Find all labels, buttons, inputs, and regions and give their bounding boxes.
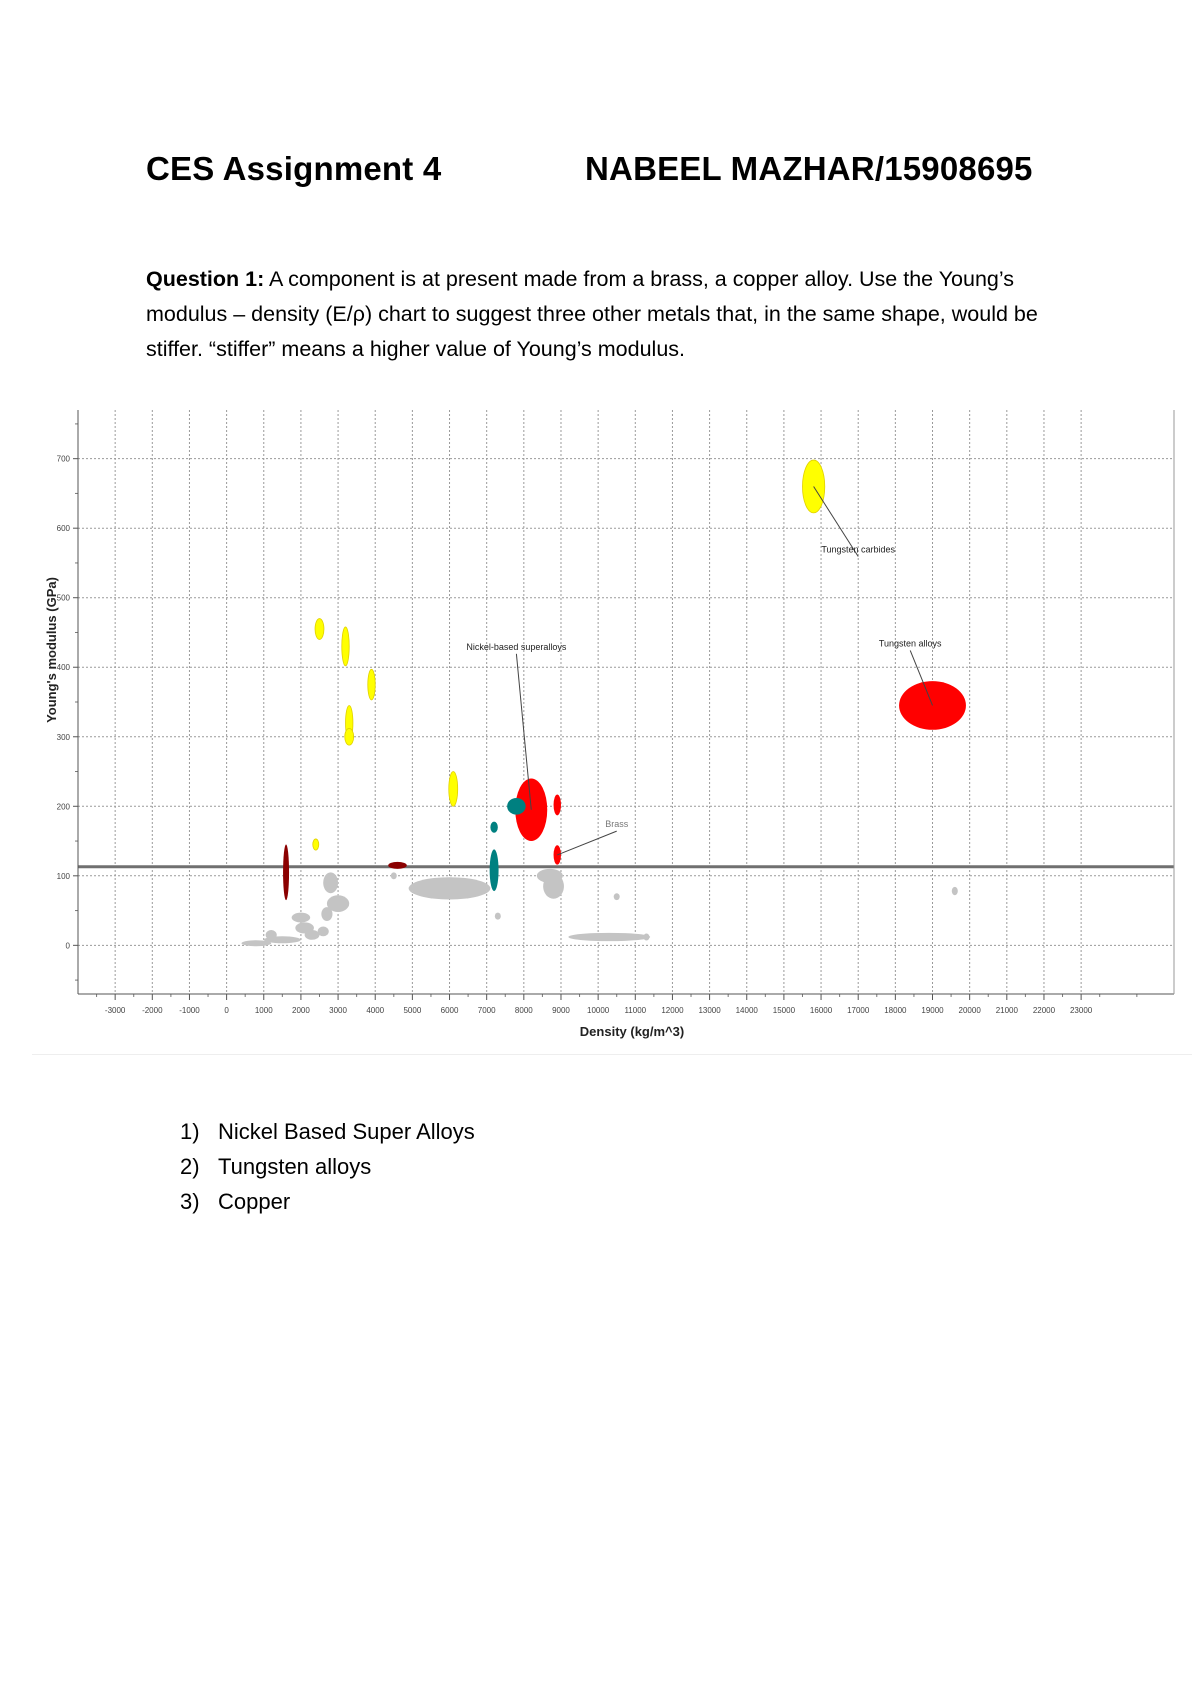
youngs-modulus-density-chart [42,410,1192,1040]
gray-bubble [321,907,332,921]
yellow-bubble [315,619,324,640]
answer-item [180,1149,475,1184]
yellow-bubble [449,772,458,807]
dark-red-bubble [388,862,407,869]
y-tick-label: 400 [56,663,70,673]
x-tick-label: 11000 [624,1006,647,1015]
gray-bubble [568,933,650,941]
answer-text: Copper [218,1189,291,1214]
x-tick-label: 4000 [366,1006,385,1015]
y-tick-label: 100 [56,871,70,881]
dark-red-bubble [283,845,289,901]
horizontal-divider [32,1054,1192,1055]
answer-item [180,1184,475,1219]
answer-number: 3) [180,1189,200,1214]
gray-bubble [266,930,277,940]
x-tick-label: 8000 [514,1006,533,1015]
gray-bubble [543,874,564,899]
question-text: A component is at present made from a brass, a copper alloy. Use the Young’s modulus – density (E/ρ) chart to suggest three other metals that, in the same shape, would be stiffer. “stiffer” means a higher value of Young’s modulus. [146,267,1038,361]
y-tick-label: 300 [56,732,70,742]
x-tick-label: 15000 [772,1006,796,1015]
x-tick-label: 12000 [661,1006,684,1015]
gray-bubble [323,872,338,893]
x-tick-label: 5000 [403,1006,422,1015]
y-tick-label: 0 [65,941,70,951]
y-tick-label: 200 [56,802,70,812]
gray-bubble [292,913,311,923]
x-axis-label: Density (kg/m^3) [579,1024,685,1039]
gray-bubble [952,887,958,895]
gray-bubble [614,893,620,900]
gray-bubble [391,872,397,879]
gray-bubble [305,930,320,940]
yellow-bubble [342,627,349,666]
x-tick-label: 7000 [477,1006,496,1015]
teal-bubble [507,798,526,815]
x-tick-label: -2000 [142,1006,163,1015]
gray-bubble [409,877,491,899]
x-tick-label: 19000 [921,1006,944,1015]
x-tick-label: 2000 [292,1006,310,1015]
yellow-bubble [368,669,375,700]
question-1 [146,262,1076,367]
x-tick-label: 21000 [995,1006,1018,1015]
brass-label: Brass [605,819,629,830]
teal-bubble [490,849,499,891]
answer-number: 1) [180,1119,200,1144]
answer-item [180,1114,475,1149]
x-tick-label: 22000 [1032,1006,1056,1015]
x-tick-label: 10000 [587,1006,610,1015]
gray-bubble [241,940,271,946]
answer-list [180,1114,475,1219]
x-tick-label: 17000 [847,1006,870,1015]
document-title: CES Assignment 4 [146,150,442,187]
x-tick-label: 18000 [884,1006,907,1015]
answer-number: 2) [180,1154,200,1179]
y-tick-label: 500 [56,593,70,603]
tungsten-alloys-label: Tungsten alloys [878,638,942,649]
x-tick-label: 9000 [552,1006,570,1015]
y-axis-label: Young's modulus (GPa) [44,577,59,723]
x-tick-label: 6000 [440,1006,459,1015]
nickel-based-superalloys-label: Nickel-based superalloys [466,641,567,652]
tungsten-carbides-label: Tungsten carbides [821,544,896,555]
x-tick-label: 0 [224,1006,229,1015]
teal-bubble [490,822,497,833]
x-tick-label: -1000 [179,1006,200,1015]
x-tick-label: 1000 [254,1006,273,1015]
x-tick-label: -3000 [104,1006,126,1015]
answer-text: Nickel Based Super Alloys [218,1119,475,1144]
answer-text: Tungsten alloys [218,1154,372,1179]
x-tick-label: 23000 [1069,1006,1093,1015]
x-tick-label: 13000 [698,1006,721,1015]
gray-bubble [318,927,329,937]
gray-bubble [495,913,501,920]
x-tick-label: 3000 [329,1006,347,1015]
yellow-bubble [313,839,319,850]
x-tick-label: 14000 [735,1006,758,1015]
x-tick-label: 20000 [958,1006,981,1015]
yellow-bubble [345,728,354,745]
gray-bubble [643,934,649,941]
x-tick-label: 16000 [809,1006,833,1015]
y-tick-label: 700 [56,454,70,464]
author-id: NABEEL MAZHAR/15908695 [585,150,1033,187]
red-bubble [554,794,561,815]
question-label: Question 1: [146,267,265,291]
y-tick-label: 600 [56,524,70,534]
